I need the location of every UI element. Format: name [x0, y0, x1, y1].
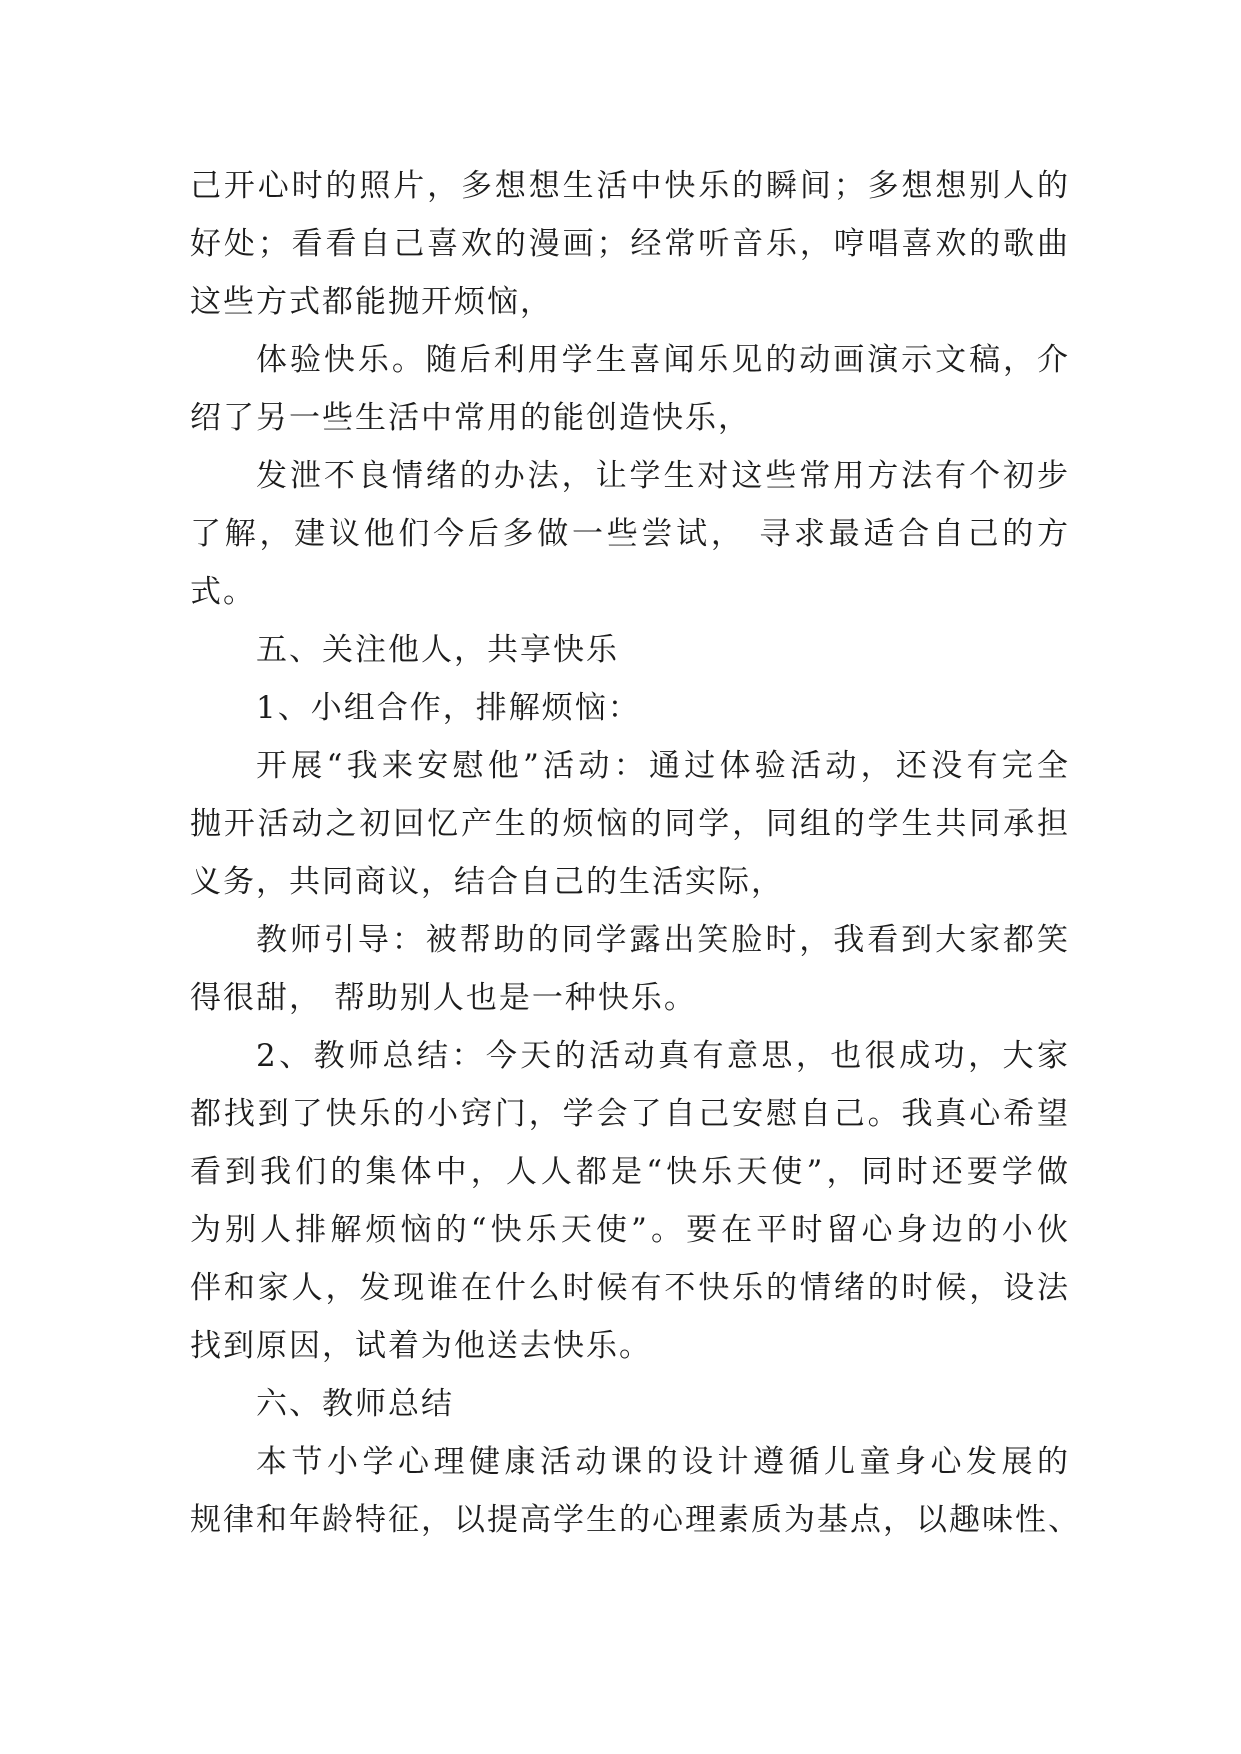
body-line: 伴和家人，发现谁在什么时候有不快乐的情绪的时候，设法 — [190, 1270, 1070, 1306]
body-line: 义务，共同商议，结合自己的生活实际， — [190, 864, 784, 900]
subsection-heading: 1、小组合作，排解烦恼： — [256, 690, 641, 726]
body-line: 抛开活动之初回忆产生的烦恼的同学，同组的学生共同承担 — [190, 806, 1070, 842]
paragraph-first-line: 2、教师总结：今天的活动真有意思，也很成功，大家 — [256, 1038, 1070, 1074]
body-line: 看到我们的集体中，人人都是“快乐天使”，同时还要学做 — [190, 1154, 1070, 1190]
paragraph-first-line: 教师引导：被帮助的同学露出笑脸时，我看到大家都笑 — [256, 922, 1070, 958]
section-heading: 六、教师总结 — [256, 1386, 454, 1422]
body-line: 规律和年龄特征，以提高学生的心理素质为基点，以趣味性、 — [190, 1502, 1081, 1538]
paragraph-first-line: 发泄不良情绪的办法，让学生对这些常用方法有个初步 — [256, 458, 1070, 494]
paragraph-first-line: 体验快乐。随后利用学生喜闻乐见的动画演示文稿，介 — [256, 342, 1070, 378]
body-line: 绍了另一些生活中常用的能创造快乐， — [190, 400, 751, 436]
body-line: 找到原因，试着为他送去快乐。 — [190, 1328, 652, 1364]
body-line: 这些方式都能抛开烦恼， — [190, 284, 553, 320]
body-line: 式。 — [190, 574, 256, 610]
paragraph-first-line: 开展“我来安慰他”活动：通过体验活动，还没有完全 — [256, 748, 1070, 784]
body-line: 为别人排解烦恼的“快乐天使”。要在平时留心身边的小伙 — [190, 1212, 1070, 1248]
body-line: 了解，建议他们今后多做一些尝试， 寻求最适合自己的方 — [190, 516, 1070, 552]
section-heading: 五、关注他人，共享快乐 — [256, 632, 619, 668]
body-line: 己开心时的照片，多想想生活中快乐的瞬间；多想想别人的 — [190, 168, 1070, 204]
paragraph-first-line: 本节小学心理健康活动课的设计遵循儿童身心发展的 — [256, 1444, 1070, 1480]
body-line: 都找到了快乐的小窍门，学会了自己安慰自己。我真心希望 — [190, 1096, 1070, 1132]
body-line: 得很甜， 帮助别人也是一种快乐。 — [190, 980, 697, 1016]
body-line: 好处；看看自己喜欢的漫画；经常听音乐，哼唱喜欢的歌曲 — [190, 226, 1070, 262]
